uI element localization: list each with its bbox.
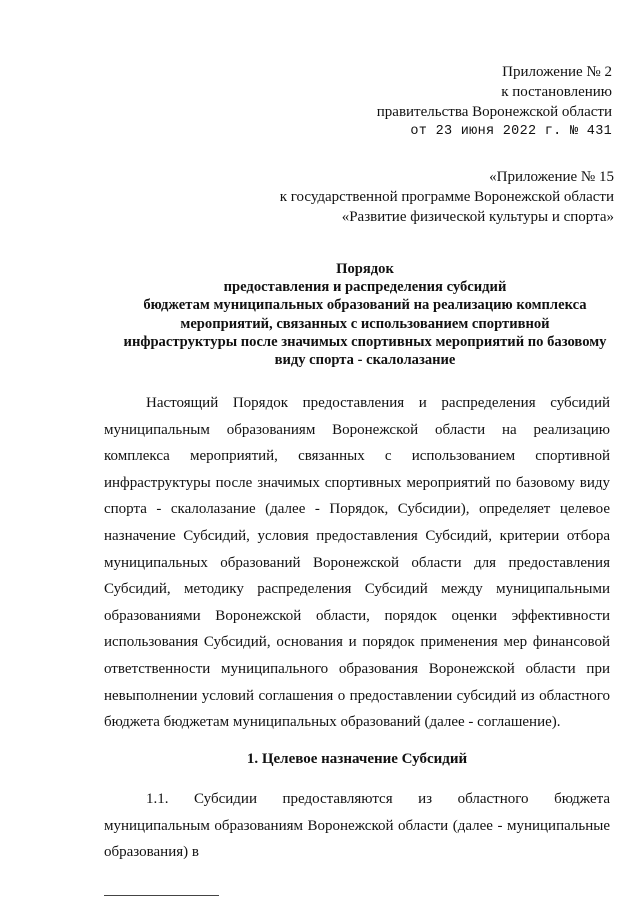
title-line: мероприятий, связанных с использованием спортивной bbox=[180, 315, 550, 332]
appendix-header bbox=[377, 62, 612, 142]
document-title bbox=[100, 260, 630, 369]
appendix-resolution-ref: к постановлению bbox=[501, 84, 612, 100]
title-line: виду спорта - скалолазание bbox=[274, 352, 456, 369]
appendix-number: Приложение № 2 bbox=[502, 64, 612, 80]
section-paragraph bbox=[104, 786, 610, 866]
section-paragraph-text: 1.1. Субсидии предоставляются из областного бюджета муниципальным образованиям Воронежской области (далее - муниципальные образования) в bbox=[104, 791, 610, 861]
title-line: инфраструктуры после значимых спортивных мероприятий по базовому bbox=[123, 333, 607, 350]
intro-paragraph bbox=[104, 390, 610, 736]
intro-paragraph-text: Настоящий Порядок предоставления и распределения субсидий муниципальным образованиям Воронежской области на реализацию комплекса мероприятий, связанных с использованием спортивной инфраструктуры после значимых спортивных мероприятий по базовому виду спорта - скалолазание (далее - Порядок, Субсидии), определяет целевое назначение Субсидий, условия предоставления Субсидий, критерии отбора муниципальных образований Воронежской области для предоставления Субсидий, методику распределения Субсидий между муниципальными образованиями Воронежской области, порядок оценки эффективности использования Субсидий, основания и порядок применения мер финансовой ответственности муниципального образования Воронежской области при невыполнении условий соглашения о предоставлении субсидий из областного бюджета бюджетам муниципальных образований (далее - соглашение). bbox=[104, 395, 610, 731]
appendix-date-number: от 23 июня 2022 г. № 431 bbox=[410, 124, 612, 139]
inner-appendix-number: «Приложение № 15 bbox=[489, 169, 614, 185]
inner-appendix-header bbox=[280, 167, 614, 227]
title-line: предоставления и распределения субсидий bbox=[223, 279, 507, 296]
title-line: Порядок bbox=[336, 261, 394, 277]
appendix-government: правительства Воронежской области bbox=[376, 104, 612, 120]
footnote-divider bbox=[104, 895, 219, 896]
inner-appendix-program-name: «Развитие физической культуры и спорта» bbox=[341, 209, 614, 225]
inner-appendix-program: к государственной программе Воронежской области bbox=[279, 189, 614, 205]
title-line: бюджетам муниципальных образований на реализацию комплекса bbox=[143, 297, 587, 314]
section-heading: 1. Целевое назначение Субсидий bbox=[246, 751, 468, 767]
